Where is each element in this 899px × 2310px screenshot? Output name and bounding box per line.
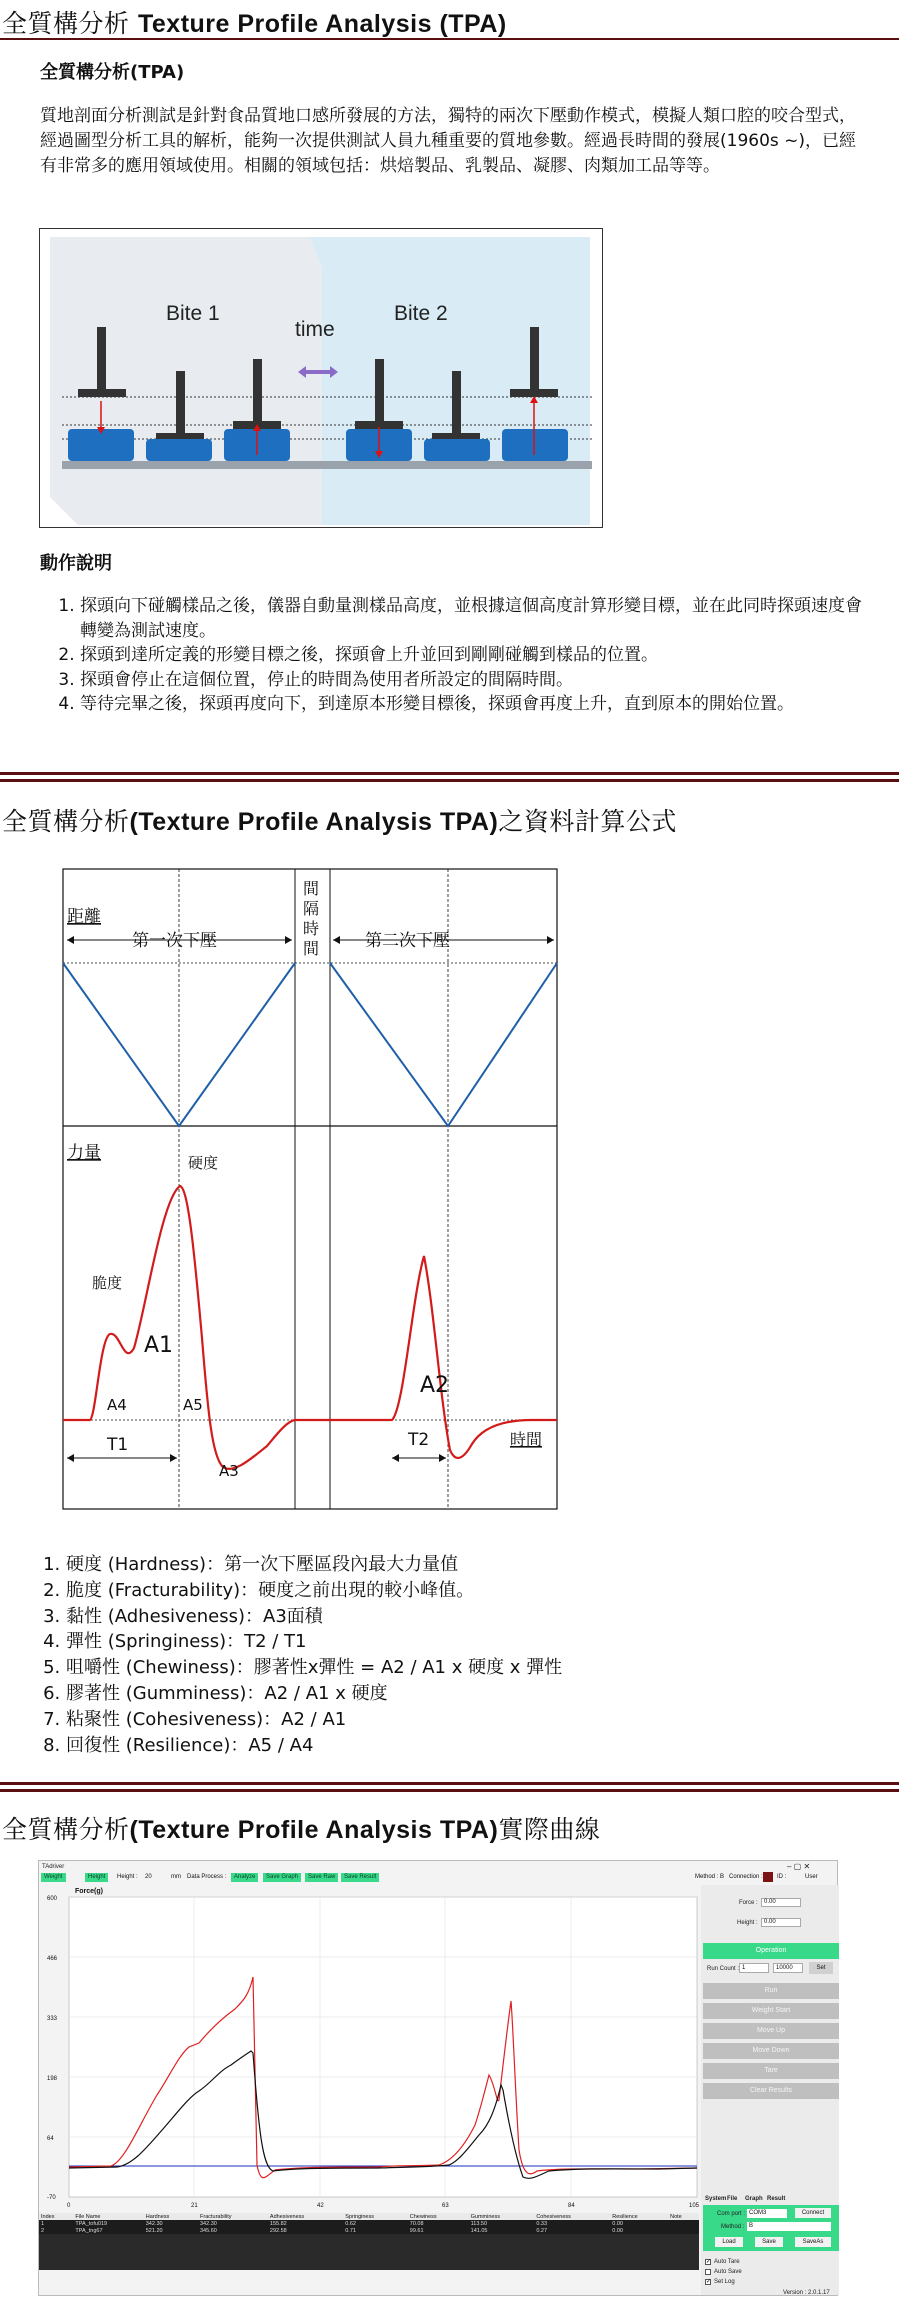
save-button[interactable]: Save	[755, 2237, 783, 2247]
table-row[interactable]	[39, 2220, 699, 2227]
com-port-label: Com port :	[717, 2211, 746, 2217]
cell: 2	[39, 2227, 73, 2234]
save-result-button[interactable]: Save Result	[341, 1873, 379, 1882]
height-toggle[interactable]: Height	[85, 1873, 108, 1882]
tare-button[interactable]: Tare	[703, 2063, 839, 2079]
run-count-input[interactable]: 1	[739, 1963, 769, 1973]
weight-toggle[interactable]: Weight	[41, 1873, 66, 1882]
x-tick: 105	[689, 2203, 699, 2209]
t1-label: T1	[107, 1435, 129, 1455]
y-tick: 600	[47, 1896, 58, 1902]
auto-save-checkbox[interactable]	[705, 2269, 711, 2275]
section2-heading: 全質構分析(Texture Profile Analysis TPA)之資料計算公式	[2, 807, 677, 836]
col-header: Gumminess	[469, 2213, 535, 2220]
tab-file[interactable]: File	[727, 2196, 738, 2202]
col-header: Springiness	[343, 2213, 408, 2220]
ops-item: 4. 等待完畢之後，探頭再度向下，到達原本形變目標後，探頭會再度上升，直到原本的開始位置。	[80, 692, 864, 717]
cell: 342.30	[198, 2220, 268, 2227]
ops-title: 動作說明	[40, 553, 112, 574]
ops-item: 2. 探頭到達所定義的形變目標之後，探頭會上升並回到剛剛碰觸到樣品的位置。	[80, 643, 864, 668]
height2-label: Height :	[737, 1920, 758, 1926]
col-header: Note	[668, 2213, 699, 2220]
tab-system[interactable]: System	[705, 2196, 727, 2202]
y-tick: 198	[47, 2076, 58, 2082]
height-label: Height :	[117, 1874, 138, 1880]
save-as-button[interactable]: SaveAs	[795, 2237, 831, 2247]
section-divider	[0, 772, 899, 782]
tab-result[interactable]: Result	[767, 2196, 786, 2202]
cell: 1	[39, 2220, 73, 2227]
a1-label: A1	[144, 1333, 174, 1358]
col-header: Hardness	[144, 2213, 198, 2220]
y-tick: 64	[47, 2136, 54, 2142]
formula-list	[40, 1552, 562, 1758]
interval-char: 時	[303, 919, 320, 938]
hardness-label: 硬度	[188, 1154, 219, 1172]
y-tick: 333	[47, 2016, 58, 2022]
x-tick: 21	[191, 2203, 198, 2209]
force-time-chart	[39, 1885, 699, 2231]
auto-tare-label: Auto Tare	[714, 2259, 740, 2265]
a4-label: A4	[107, 1396, 127, 1414]
cell: 0.00	[610, 2227, 668, 2234]
cell: TPA_tng67	[73, 2227, 143, 2234]
time-axis-label: 時間	[510, 1430, 543, 1449]
ops-item: 3. 探頭會停止在這個位置，停止的時間為使用者所設定的間隔時間。	[80, 668, 864, 693]
load-button[interactable]: Load	[715, 2237, 743, 2247]
table-empty-area	[39, 2234, 699, 2270]
formula-item: 5. 咀嚼性 (Chewiness)：膠著性x彈性 = A2 / A1 x 硬度 x 彈性	[66, 1655, 562, 1681]
height-field: 0.00	[761, 1918, 801, 1927]
operation-header: Operation	[703, 1943, 839, 1959]
cell: 0.27	[534, 2227, 610, 2234]
save-graph-button[interactable]: Save Graph	[263, 1873, 301, 1882]
a3-label: A3	[219, 1462, 239, 1480]
cell: 342.30	[144, 2220, 198, 2227]
weight-start-button[interactable]: Weight Start	[703, 2003, 839, 2019]
table-row[interactable]	[39, 2227, 699, 2234]
tadriver-window	[38, 1860, 838, 2296]
run-button[interactable]: Run	[703, 1983, 839, 1999]
id-label: ID :	[777, 1874, 787, 1880]
col-header: File Name	[73, 2213, 143, 2220]
connection-status: Connection :	[729, 1874, 763, 1880]
y-tick: 466	[47, 1956, 58, 1962]
distance-label: 距離	[67, 907, 101, 927]
results-table	[39, 2213, 699, 2270]
cell: 0.00	[610, 2220, 668, 2227]
formula-item: 1. 硬度 (Hardness)：第一次下壓區段內最大力量值	[66, 1552, 562, 1578]
section-divider	[0, 1782, 899, 1792]
col-header: Index	[39, 2213, 73, 2220]
bite1-label: Bite 1	[166, 302, 220, 325]
col-header: Chewiness	[408, 2213, 469, 2220]
bite2-label: Bite 2	[394, 302, 448, 325]
ops-item: 1. 探頭向下碰觸樣品之後，儀器自動量測樣品高度，並根據這個高度計算形變目標，並在此同時探頭速度會轉變為測試速度。	[80, 594, 864, 643]
formula-item: 7. 粘聚性 (Cohesiveness)：A2 / A1	[66, 1707, 562, 1733]
connection-indicator	[763, 1872, 773, 1882]
cell: 141.05	[469, 2227, 535, 2234]
method-status: Method : B	[695, 1874, 725, 1880]
cell: 292.58	[268, 2227, 343, 2234]
a2-label: A2	[420, 1373, 450, 1398]
height-unit: mm	[171, 1874, 181, 1880]
intro-paragraph: 質地剖面分析測試是針對食品質地口感所發展的方法，獨特的兩次下壓動作模式，模擬人類口腔的咬合型式，經過圖型分析工具的解析，能夠一次提供測試人員九種重要的質地參數。經過長時間的發展(1960s ~)，已經有非常多的應用領域使用。相關的領域包括：烘焙製品、乳製品、凝膠、肉類加工品等等。	[40, 106, 857, 176]
save-raw-button[interactable]: Save Raw	[305, 1873, 338, 1882]
user-label: User	[805, 1874, 818, 1880]
height-value: 20	[145, 1874, 152, 1880]
x-tick: 0	[67, 2203, 71, 2209]
subtitle: 全質構分析(TPA)	[40, 62, 185, 83]
t2-label: T2	[408, 1430, 430, 1450]
cell: 0.71	[343, 2227, 408, 2234]
cell: 113.50	[469, 2220, 535, 2227]
cell	[668, 2220, 699, 2227]
col-header: Fracturability	[198, 2213, 268, 2220]
formula-item: 4. 彈性 (Springiness)：T2 / T1	[66, 1629, 562, 1655]
bite-diagram	[39, 228, 603, 528]
cell: TPA_tofu019	[73, 2220, 143, 2227]
app-title: TAdriver	[42, 1864, 65, 1870]
force-label: Force :	[739, 1900, 758, 1906]
cell	[668, 2227, 699, 2234]
interval-char: 間	[303, 939, 320, 958]
section1-heading: 全質構分析 Texture Profile Analysis (TPA)	[2, 9, 507, 38]
section3-heading: 全質構分析(Texture Profile Analysis TPA)實際曲線	[2, 1815, 601, 1844]
auto-tare-checkbox[interactable]: ✓	[706, 2259, 712, 2265]
second-compression-label: 第二次下壓	[365, 931, 450, 951]
formula-item: 2. 脆度 (Fracturability)：硬度之前出現的較小峰值。	[66, 1578, 562, 1604]
formula-item: 8. 回復性 (Resilience)：A5 / A4	[66, 1733, 562, 1759]
data-process-label: Data Process :	[187, 1874, 227, 1880]
formula-item: 3. 黏性 (Adhesiveness)：A3面積	[66, 1604, 562, 1630]
auto-save-label: Auto Save	[714, 2269, 742, 2275]
force-label: 力量	[67, 1143, 101, 1163]
set-log-label: Set Log	[714, 2279, 735, 2285]
cell: 0.33	[534, 2220, 610, 2227]
connect-button[interactable]: Connect	[795, 2208, 831, 2218]
x-tick: 84	[568, 2203, 575, 2209]
col-header: Adhesiveness	[268, 2213, 343, 2220]
cell: 70.08	[408, 2220, 469, 2227]
run-count-label: Run Count :	[707, 1966, 740, 1972]
clear-results-button[interactable]: Clear Results	[703, 2083, 839, 2099]
table-header	[39, 2213, 699, 2220]
x-tick: 63	[442, 2203, 449, 2209]
cell: 0.62	[343, 2220, 408, 2227]
interval-char: 隔	[303, 899, 320, 918]
cell: 155.82	[268, 2220, 343, 2227]
cell: 345.60	[198, 2227, 268, 2234]
com-port-select[interactable]: COM3	[747, 2209, 787, 2218]
col-header: Cohesiveness	[534, 2213, 610, 2220]
method-label: Method :	[721, 2224, 745, 2230]
formula-item: 6. 膠著性 (Gumminess)：A2 / A1 x 硬度	[66, 1681, 562, 1707]
y-tick: -70	[47, 2195, 56, 2201]
run-total-input[interactable]: 10000	[773, 1963, 803, 1973]
time-label: time	[295, 318, 335, 341]
cell: 99.61	[408, 2227, 469, 2234]
tpa-formula-diagram	[62, 868, 558, 1510]
version-label: Version : 2.0.1.17	[783, 2290, 830, 2296]
fracture-label: 脆度	[92, 1274, 123, 1292]
cell: 521.20	[144, 2227, 198, 2234]
x-tick: 42	[317, 2203, 324, 2209]
force-field: 0.00	[761, 1898, 801, 1907]
set-log-checkbox[interactable]: ✓	[706, 2279, 712, 2285]
interval-char: 間	[303, 879, 320, 898]
tab-graph[interactable]: Graph	[745, 2196, 763, 2202]
a5-label: A5	[183, 1396, 203, 1414]
analyze-button[interactable]: Analyze	[231, 1873, 258, 1882]
window-controls[interactable]: – ▢ ✕	[787, 1862, 811, 1871]
move-up-button[interactable]: Move Up	[703, 2023, 839, 2039]
first-compression-label: 第一次下壓	[132, 931, 217, 951]
ops-list	[54, 594, 864, 717]
y-axis-title: Force(g)	[75, 1888, 103, 1895]
set-button[interactable]: Set	[809, 1962, 833, 1974]
move-down-button[interactable]: Move Down	[703, 2043, 839, 2059]
method-select[interactable]: B	[747, 2222, 831, 2231]
col-header: Resilience	[610, 2213, 668, 2220]
divider	[0, 38, 899, 41]
